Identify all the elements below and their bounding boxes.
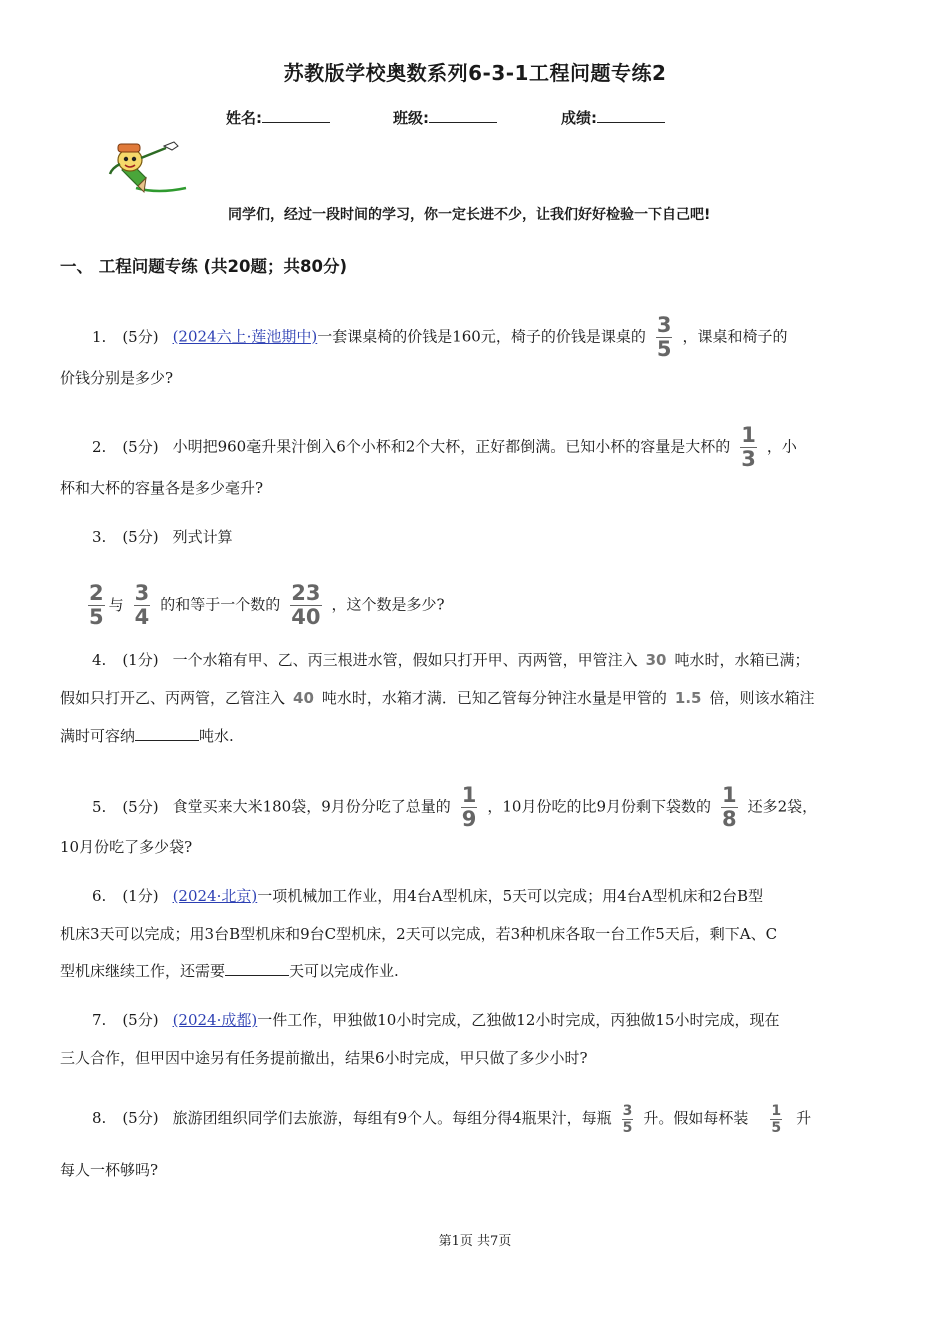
score-field — [561, 107, 665, 128]
question-text: 一套课桌椅的价钱是160元，椅子的价钱是课桌的 — [317, 327, 646, 346]
question-text: ，小 — [766, 437, 797, 456]
question-4-line2: 假如只打开乙、丙两管，乙管注入 40 吨水时，水箱才满．已知乙管每分钟注水量是甲管的 1.5 倍，则该水箱注 — [60, 689, 815, 707]
question-4-line3: 满时可容纳 吨水. — [60, 727, 234, 745]
question-7-line2: 三人合作，但甲因中途另有任务提前撤出，结果6小时完成，甲只做了多少小时? — [60, 1049, 588, 1067]
question-points: (5分) — [122, 327, 159, 346]
score-label: 成绩: — [561, 109, 597, 127]
question-8: 8. (5分) 旅游团组织同学们去旅游，每组有9个人。每组分得4瓶果汁，每瓶 $\frac{3}{5}$ 升。假如每杯装 $\frac{1}{5}$ 升 — [92, 1102, 812, 1136]
question-points: (5分) — [122, 437, 159, 456]
question-text: ，课桌和椅子的 — [682, 327, 788, 346]
question-number: 7. — [92, 1011, 107, 1029]
question-points: (5分) — [122, 797, 159, 816]
pencil-mascot-icon — [108, 138, 194, 198]
question-8-line2: 每人一杯够吗? — [60, 1161, 159, 1179]
question-number: 4. — [92, 651, 107, 669]
fraction: $\frac{1}{9}$ — [461, 783, 477, 831]
question-number: 3. — [92, 528, 107, 546]
class-label: 班级: — [393, 109, 429, 127]
question-2-line2: 杯和大杯的容量各是多少毫升? — [60, 479, 264, 497]
question-1-line2: 价钱分别是多少? — [60, 369, 174, 387]
fraction: $\frac{3}{4}$ — [134, 581, 150, 629]
question-source-link[interactable]: (2024·北京) — [172, 887, 258, 905]
question-5: 5. (5分) 食堂买来大米180袋，9月份分吃了总量的 $\frac{1}{9}$ ，10月份吃的比9月份剩下袋数的 $\frac{1}{8}$ 还多2袋， — [92, 783, 818, 831]
question-points: (1分) — [122, 887, 159, 905]
score-blank[interactable] — [597, 108, 665, 123]
question-points: (5分) — [122, 1011, 159, 1029]
question-number: 8. — [92, 1109, 107, 1127]
question-3 — [92, 518, 233, 556]
question-points: (5分) — [122, 1109, 159, 1127]
fraction: $\frac{1}{3}$ — [741, 423, 756, 471]
fraction: $\frac{3}{5}$ — [656, 313, 672, 361]
question-number: 1. — [92, 327, 107, 346]
question-3-expression: $\frac{2}{5}$ 与 $\frac{3}{4}$ 的和等于一个数的 $\frac{23}{40}$ ，这个数是多少? — [89, 581, 445, 629]
question-source-link[interactable]: (2024·成都) — [172, 1011, 258, 1029]
question-text: 列式计算 — [172, 528, 233, 546]
greeting-text: 同学们，经过一段时间的学习，你一定长进不少，让我们好好检验一下自己吧! — [228, 207, 711, 223]
question-source-link[interactable]: (2024六上·莲池期中) — [172, 327, 318, 346]
fraction: $\frac{2}{5}$ — [89, 581, 104, 629]
name-label: 姓名: — [226, 109, 262, 127]
question-1 — [92, 315, 902, 360]
question-points: (5分) — [122, 528, 159, 546]
question-number: 5. — [92, 797, 107, 816]
question-text: 小明把960毫升果汁倒入6个小杯和2个大杯，正好都倒满。已知小杯的容量是大杯的 — [172, 437, 731, 456]
fraction: $\frac{23}{40}$ — [291, 581, 321, 629]
name-blank[interactable] — [262, 108, 330, 123]
fraction: $\frac{3}{5}$ — [622, 1102, 633, 1136]
fraction: $\frac{1}{8}$ — [722, 783, 737, 831]
section-title: 一、 工程问题专练 (共20题；共80分) — [60, 257, 347, 276]
question-number: 6. — [92, 887, 107, 905]
question-2 — [92, 425, 902, 470]
page-footer: 第1页 共7页 — [438, 1234, 512, 1249]
answer-blank[interactable] — [225, 962, 289, 976]
question-5-line2: 10月份吃了多少袋? — [60, 838, 193, 856]
question-4: 4. (1分) 一个水箱有甲、乙、丙三根进水管，假如只打开甲、丙两管，甲管注入 30 吨水时，水箱已满； — [92, 651, 810, 669]
fraction: $\frac{1}{5}$ — [771, 1102, 782, 1136]
answer-blank[interactable] — [135, 727, 199, 741]
question-6-line3: 型机床继续工作，还需要 天可以完成作业. — [60, 962, 399, 980]
class-field — [393, 107, 497, 128]
question-points: (1分) — [122, 651, 159, 669]
question-6-line2: 机床3天可以完成；用3台B型机床和9台C型机床，2天可以完成，若3种机床各取一台工作5天后，剩下A、C — [60, 925, 778, 943]
page-title: 苏教版学校奥数系列6-3-1工程问题专练2 — [283, 61, 667, 85]
question-number: 2. — [92, 437, 107, 456]
question-7: 7. (5分) (2024·成都)一件工作，甲独做10小时完成，乙独做12小时完成，丙独做15小时完成，现在 — [92, 1011, 780, 1029]
class-blank[interactable] — [429, 108, 497, 123]
name-field — [226, 107, 330, 128]
question-6: 6. (1分) (2024·北京)一项机械加工作业，用4台A型机床，5天可以完成；用4台A型机床和2台B型 — [92, 887, 764, 905]
